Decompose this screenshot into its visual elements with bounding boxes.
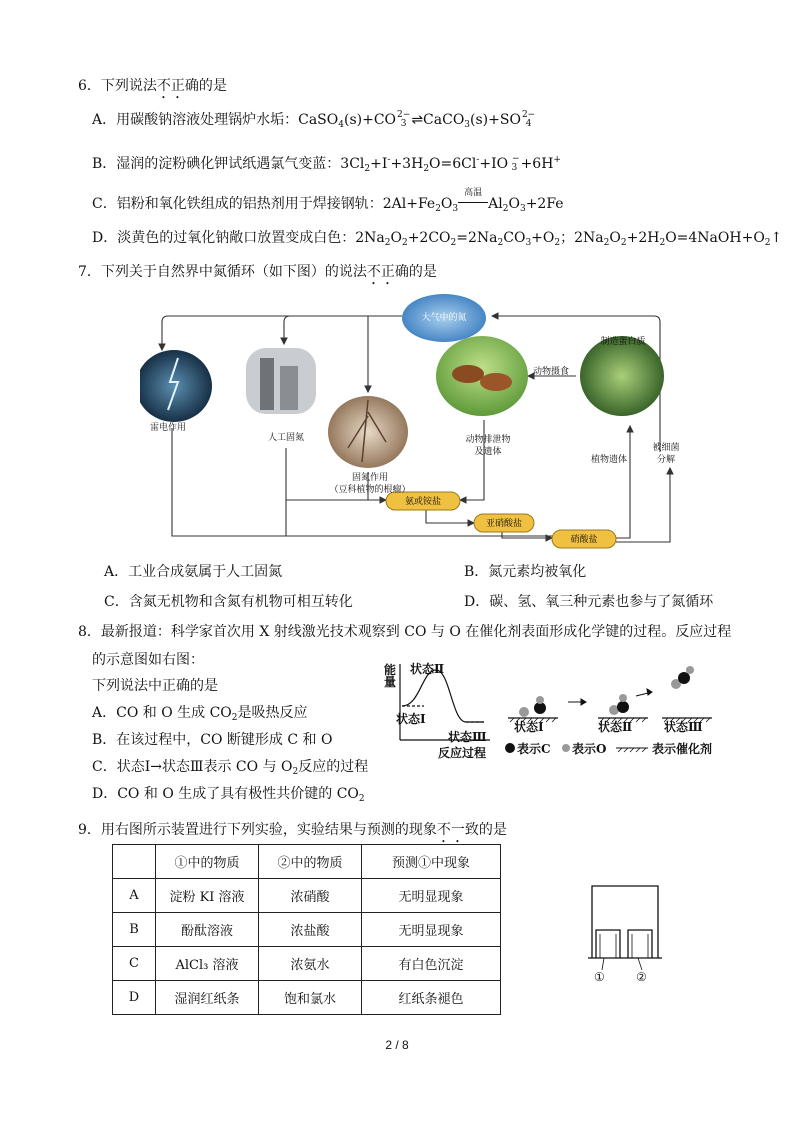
q8-stem-3: 下列说法中正确的是 xyxy=(92,678,218,694)
q9-table xyxy=(112,844,501,1015)
table-cell: 无明显现象 xyxy=(362,879,501,913)
q8-xlabel: 反应过程 xyxy=(438,746,487,760)
table-cell: 红纸条褪色 xyxy=(362,981,501,1015)
label-plant-remains: 植物遗体 xyxy=(590,455,627,465)
q6-stem: 6．下列说法不正确的是 xyxy=(78,78,227,94)
q7-stem: 7．下列关于自然界中氮循环（如下图）的说法不正确的是 xyxy=(78,264,437,280)
table-cell: C xyxy=(113,947,156,981)
table-header-row xyxy=(113,845,501,879)
table-cell: AlCl₃ 溶液 xyxy=(156,947,259,981)
q8-option-b: B．在该过程中，CO 断键形成 C 和 O xyxy=(92,732,333,748)
table-cell: 浓氨水 xyxy=(259,947,362,981)
label-animal-eat: 动物摄食 xyxy=(532,367,569,377)
nitrogen-cycle-diagram xyxy=(140,292,700,554)
table-cell: 预测①中现象 xyxy=(362,845,501,879)
label-animal-waste: 动物排泄物 及遗体 xyxy=(465,435,511,457)
table-cell: A xyxy=(113,879,156,913)
table-cell: ②中的物质 xyxy=(259,845,362,879)
table-cell: 浓硝酸 xyxy=(259,879,362,913)
table-row xyxy=(113,981,501,1015)
table-row xyxy=(113,913,501,947)
q6-option-a: A．用碳酸钠溶液处理锅炉水垢：CaSO$_4$(s)+CO2− 3 ⇌CaCO$_3$(s)+SO2− 4 xyxy=(92,110,536,130)
label-bacteria: 被细菌 分解 xyxy=(652,443,680,465)
q9-apparatus-figure xyxy=(580,878,670,978)
q6-option-b: B．湿润的淀粉碘化钾试纸遇氯气变蓝：$3Cl_2+I^-+3H_2O=6Cl^-+IO$ − 3 +6H+ xyxy=(92,154,561,174)
table-cell: 饱和氯水 xyxy=(259,981,362,1015)
table-row xyxy=(113,947,501,981)
table-cell xyxy=(113,845,156,879)
q8-ylabel: 能 量 xyxy=(384,663,397,689)
table-row xyxy=(113,879,501,913)
q9-fig-label-1: ① xyxy=(594,970,605,984)
forest-image xyxy=(580,336,664,416)
q8-option-a: A．CO 和 O 生成 $CO_2$是吸热反应 xyxy=(92,705,308,723)
table-cell: 淀粉 KI 溶液 xyxy=(156,879,259,913)
q7-option-c: C．含氮无机物和含氮有机物可相互转化 xyxy=(104,594,353,610)
pill-ammonia: 氨或铵盐 xyxy=(404,497,441,507)
table-cell: 浓盐酸 xyxy=(259,913,362,947)
q9-stem: 9．用右图所示装置进行下列实验，实验结果与预测的现象不一致的是 xyxy=(78,822,507,838)
label-protein: 制造蛋白质 xyxy=(600,337,646,347)
q8-legend-catalyst: 表示催化剂 xyxy=(652,742,713,756)
q8-legend-o: 表示O xyxy=(572,742,607,756)
table-cell: 有白色沉淀 xyxy=(362,947,501,981)
q8-state3-label: 状态Ⅲ xyxy=(448,730,487,744)
q7-option-d: D．碳、氢、氧三种元素也参与了氮循环 xyxy=(464,594,714,610)
q8-state2-label: 状态Ⅱ xyxy=(410,662,445,676)
table-cell: 湿润红纸条 xyxy=(156,981,259,1015)
pill-nitrite: 亚硝酸盐 xyxy=(485,519,522,529)
q9-fig-label-2: ② xyxy=(636,970,647,984)
q8-stem-2: 的示意图如右图： xyxy=(92,652,204,668)
pill-nitrate: 硝酸盐 xyxy=(570,535,598,545)
q8-stem-1: 8．最新报道：科学家首次用 X 射线激光技术观察到 CO 与 O 在催化剂表面形成化学键的过程。反应过程 xyxy=(78,624,732,640)
q6-option-c: C．铝粉和氧化铁组成的铝热剂用于焊接钢轨：$2Al+Fe_2O_3$ 高温 $Al_2O_3+2Fe$ xyxy=(92,188,564,214)
q6-option-d: D．淡黄色的过氧化钠敞口放置变成白色：$2Na_2O_2+2CO_2=2Na_2CO_3+O_2$；$2Na_2O_2+2H_2O=4NaOH+O_2↑$ xyxy=(92,230,783,248)
q8-option-c: C．状态Ⅰ→状态Ⅲ表示 CO 与 $O_2$反应的过程 xyxy=(92,759,369,777)
table-cell: D xyxy=(113,981,156,1015)
q8-fig-state1: 状态Ⅰ xyxy=(514,720,544,734)
q8-option-d: D．CO 和 O 生成了具有极性共价键的 $CO_2$ xyxy=(92,786,365,804)
q8-state1-label: 状态Ⅰ xyxy=(396,712,426,726)
table-cell: ①中的物质 xyxy=(156,845,259,879)
table-cell: 无明显现象 xyxy=(362,913,501,947)
q8-fig-state2: 状态Ⅱ xyxy=(598,720,633,734)
q8-legend-c: 表示C xyxy=(517,742,551,756)
table-cell: B xyxy=(113,913,156,947)
page-number: 2 / 8 xyxy=(385,1038,409,1052)
table-cell: 酚酞溶液 xyxy=(156,913,259,947)
label-fixation: 固氮作用 （豆科植物的根瘤） xyxy=(329,473,411,495)
q8-fig-state3: 状态Ⅲ xyxy=(664,720,703,734)
label-industrial: 人工固氮 xyxy=(267,433,304,443)
q7-option-b: B．氮元素均被氧化 xyxy=(464,564,587,580)
label-atmosphere: 大气中的氮 xyxy=(421,313,467,323)
q7-option-a: A．工业合成氨属于人工固氮 xyxy=(104,564,283,580)
label-lightning: 雷电作用 xyxy=(149,423,186,433)
